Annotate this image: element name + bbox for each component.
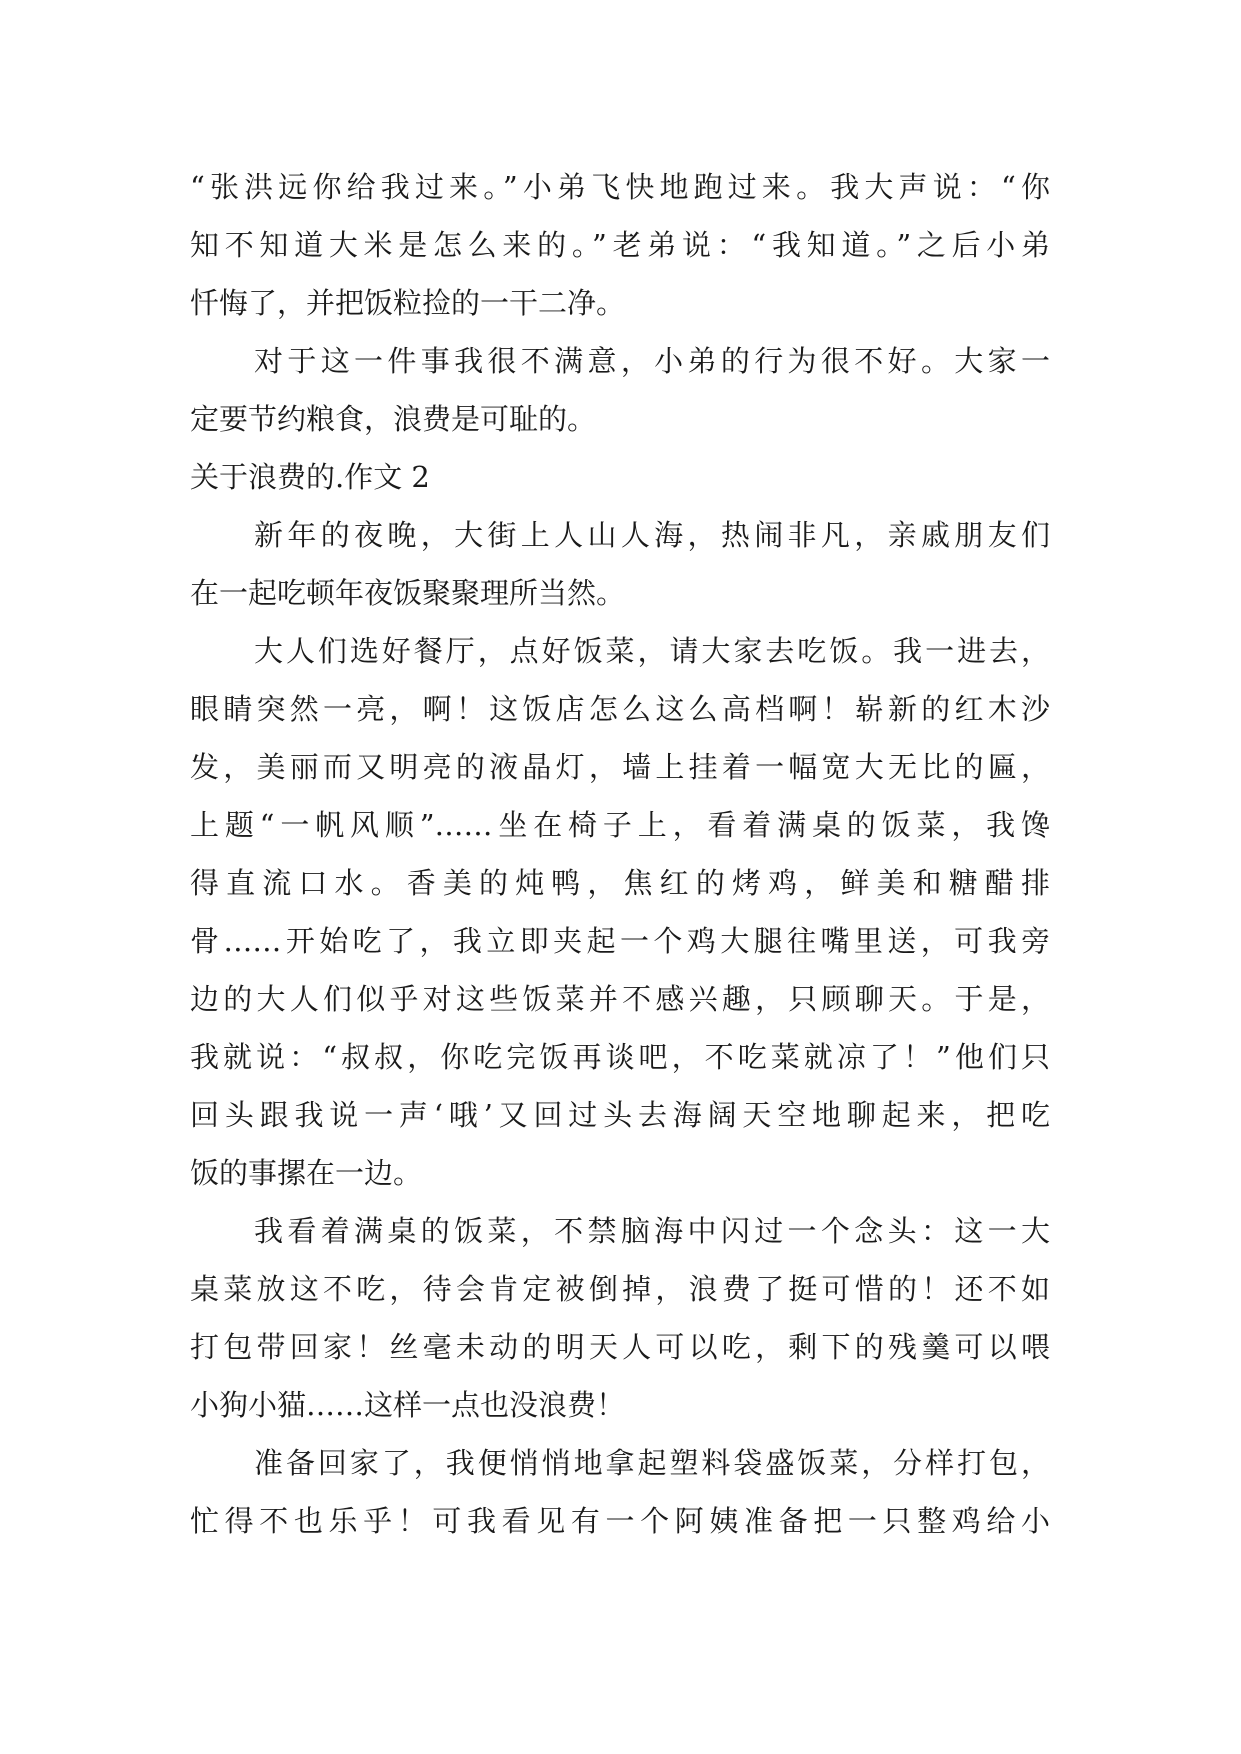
text-line: 大人们选好餐厅，点好饭菜，请大家去吃饭。我一进去， bbox=[254, 634, 1050, 668]
paragraph bbox=[190, 506, 1050, 622]
paragraph bbox=[190, 622, 1050, 1202]
text-line: 上题“一帆风顺”……坐在椅子上，看着满桌的饭菜，我馋 bbox=[190, 808, 1050, 842]
text-line: 新年的夜晚，大街上人山人海，热闹非凡，亲戚朋友们 bbox=[254, 518, 1050, 552]
text-line: 忙得不也乐乎！可我看见有一个阿姨准备把一只整鸡给小 bbox=[190, 1504, 1050, 1538]
text-line: 打包带回家！丝毫未动的明天人可以吃，剩下的残羹可以喂 bbox=[190, 1330, 1050, 1364]
text-line: 发，美丽而又明亮的液晶灯，墙上挂着一幅宽大无比的匾， bbox=[190, 750, 1050, 784]
text-line: 得直流口水。香美的炖鸭，焦红的烤鸡，鲜美和糖醋排 bbox=[190, 866, 1050, 900]
text-line: 小狗小猫……这样一点也没浪费！ bbox=[190, 1388, 626, 1422]
document-body bbox=[190, 158, 1050, 1550]
text-line: 回头跟我说一声‘哦’又回过头去海阔天空地聊起来，把吃 bbox=[190, 1098, 1050, 1132]
text-line: 边的大人们似乎对这些饭菜并不感兴趣，只顾聊天。于是， bbox=[190, 982, 1050, 1016]
text-line: 眼睛突然一亮，啊！这饭店怎么这么高档啊！崭新的红木沙 bbox=[190, 692, 1050, 726]
text-line: 我看着满桌的饭菜，不禁脑海中闪过一个念头：这一大 bbox=[254, 1214, 1050, 1248]
text-line: “张洪远你给我过来。”小弟飞快地跑过来。我大声说：“你 bbox=[190, 170, 1050, 204]
text-line: 饭的事摞在一边。 bbox=[190, 1156, 423, 1190]
paragraph bbox=[190, 1202, 1050, 1434]
text-line: 准备回家了，我便悄悄地拿起塑料袋盛饭菜，分样打包， bbox=[254, 1446, 1050, 1480]
text-line: 知不知道大米是怎么来的。”老弟说：“我知道。”之后小弟 bbox=[190, 228, 1050, 262]
text-line: 我就说：“叔叔，你吃完饭再谈吧，不吃菜就凉了！”他们只 bbox=[190, 1040, 1050, 1074]
paragraph bbox=[190, 1434, 1050, 1550]
text-line: 在一起吃顿年夜饭聚聚理所当然。 bbox=[190, 576, 626, 610]
text-line: 对于这一件事我很不满意，小弟的行为很不好。大家一 bbox=[254, 344, 1050, 378]
text-line: 骨……开始吃了，我立即夹起一个鸡大腿往嘴里送，可我旁 bbox=[190, 924, 1050, 958]
paragraph bbox=[190, 158, 1050, 332]
text-line: 忏悔了，并把饭粒捡的一干二净。 bbox=[190, 286, 626, 320]
text-line: 定要节约粮食，浪费是可耻的。 bbox=[190, 402, 597, 436]
text-line: 桌菜放这不吃，待会肯定被倒掉，浪费了挺可惜的！还不如 bbox=[190, 1272, 1050, 1306]
section-heading: 关于浪费的.作文 2 bbox=[190, 460, 430, 494]
paragraph bbox=[190, 332, 1050, 448]
